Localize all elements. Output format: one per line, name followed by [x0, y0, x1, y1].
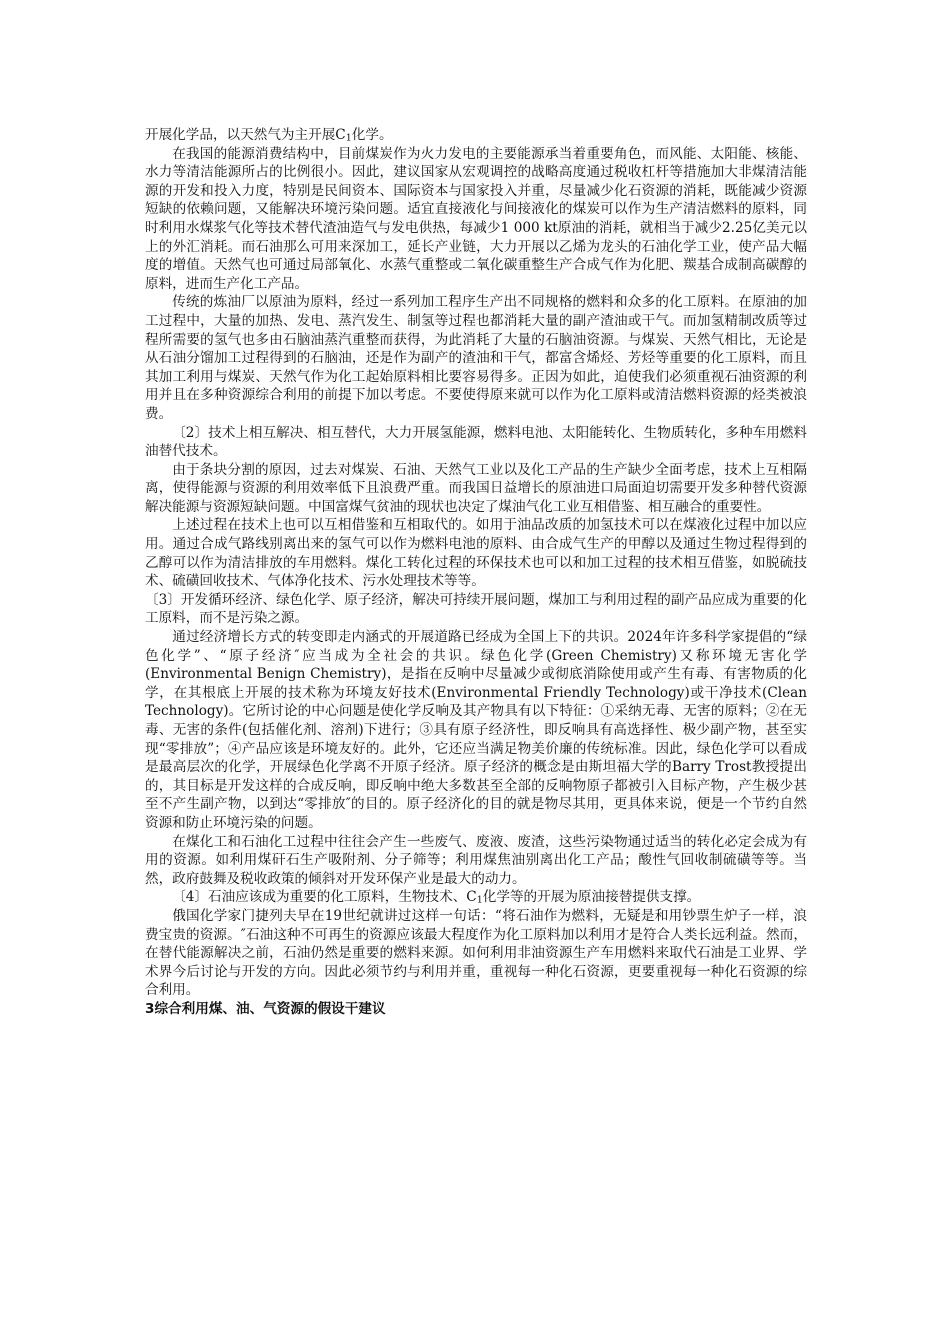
section-heading: 3综合利用煤、油、气资源的假设干建议 [145, 1000, 386, 1017]
paragraph-7: 通过经济增长方式的转变即走内涵式的开展道路已经成为全国上下的共识。2024年许多科学家提倡的“绿色化学”、“原子经济″应当成为全社会的共识。绿色化学(Green Chemistry)又称环境无害化学(Environmental Benign Chemistry)，是指在反响中尽量减少或彻底消除使用或产生有毒、有害物质的化学，在其根底上开展的技术称为环境友好技术(Environmental Friendly Technology)或干净技术(Clean Technology)。它所讨论的中心问题是使化学反响及其产物具有以下特征：①采纳无毒、无害的原料；②在无毒、无害的条件(包括催化剂、溶剂)下进行；③具有原子经济性，即反响具有高选择性、极少副产物，甚至实现“零排放”；④产品应该是环境友好的。此外，它还应当满足物美价廉的传统标准。因此，绿色化学可以看成是最高层次的化学，开展绿色化学离不开原子经济。原子经济的概念是由斯坦福大学的Barry Trost教授提出的，其目标是开发这样的合成反响，即反响中绝大多数甚至全部的反响物原子都被引入目标产物，产生极少甚至不产生副产物，以到达“零排放″的目的。原子经济化的目的就是物尽其用，更具体来说，便是一个节约自然资源和防止环境污染的问题。 [145, 629, 807, 831]
document-page [145, 126, 807, 1019]
paragraph-5: 上述过程在技术上也可以互相借鉴和互相取代的。如用于油品改质的加氢技术可以在煤液化过程中加以应用。通过合成气路线别离出来的氢气可以作为燃料电池的原料、由合成气生产的甲醇以及通过生物过程得到的乙醇可以作为清洁排放的车用燃料。煤化工转化过程的环保技术也可以和加工过程的技术相互借鉴，如脱硫技术、硫磺回收技术、气体净化技术、污水处理技术等等。 [145, 517, 807, 590]
paragraph-8: 在煤化工和石油化工过程中往往会产生一些废气、废液、废渣，这些污染物通过适当的转化必定会成为有用的资源。如利用煤矸石生产吸附剂、分子筛等；利用煤焦油别离出化工产品；酸性气回收制硫磺等等。当然，政府鼓舞及税收政策的倾斜对开发环保产业是最大的动力。 [145, 833, 807, 887]
paragraph-9: 〔4〕石油应该成为重要的化工原料，生物技术、$C_1$化学等的开展为原油接替提供支撑。 [172, 889, 701, 906]
paragraph-3: 〔2〕技术上相互解决、相互替代，大力开展氢能源，燃料电池、太阳能转化、生物质转化，多种车用燃料油替代技术。 [145, 424, 807, 460]
paragraph-4: 由于条块分割的原因，过去对煤炭、石油、天然气工业以及化工产品的生产缺少全面考虑，技术上互相隔离，使得能源与资源的利用效率低下且浪费严重。而我国日益增长的原油进口局面迫切需要开发多种替代资源解决能源与资源短缺问题。中国富煤气贫油的现状也决定了煤油气化工业互相借鉴、相互融合的重要性。 [145, 461, 807, 515]
paragraph-10: 俄国化学家门捷列夫早在19世纪就讲过这样一句话：“将石油作为燃料，无疑是和用钞票生炉子一样，浪费宝贵的资源。″石油这种不可再生的资源应该最大程度作为化工原料加以利用才是符合人类长远利益。然而，在替代能源解决之前，石油仍然是重要的燃料来源。如何利用非油资源生产车用燃料来取代石油是工业界、学术界今后讨论与开发的方向。因此必须节约与利用并重，重视每一种化石资源，更要重视每一种化石资源的综合利用。 [145, 907, 807, 999]
paragraph-2: 传统的炼油厂以原油为原料，经过一系列加工程序生产出不同规格的燃料和众多的化工原料。在原油的加工过程中，大量的加热、发电、蒸汽发生、制氢等过程也都消耗大量的副产渣油或干气。而加氢精制改质等过程所需要的氢气也多由石脑油蒸汽重整而获得，为此消耗了大量的石脑油资源。与煤炭、天然气相比，无论是从石油分馏加工过程得到的石脑油，还是作为副产的渣油和干气，都富含烯烃、芳烃等重要的化工原料，而且其加工利用与煤炭、天然气作为化工起始原料相比要容易得多。正因为如此，迫使我们必须重视石油资源的利用并且在多种资源综合利用的前提下加以考虑。不要使得原来就可以作为化工原料或清洁燃料资源的烃类被浪费。 [145, 294, 807, 422]
paragraph-6: 〔3〕开发循环经济、绿色化学、原子经济，解决可持续开展问题，煤加工与利用过程的副产品应成为重要的化工原料，而不是污染之源。 [145, 591, 807, 627]
paragraph-0: 开展化学品，以天然气为主开展$C_1$化学。 [145, 127, 393, 144]
paragraph-1: 在我国的能源消费结构中，目前煤炭作为火力发电的主要能源承当着重要角色，而风能、太阳能、核能、水力等清洁能源所占的比例很小。因此，建议国家从宏观调控的战略高度通过税收杠杆等措施加大非煤清洁能源的开发和投入力度，特别是民间资本、国际资本与国家投入并重，尽量减少化石资源的消耗，既能减少资源短缺的依赖问题，又能解决环境污染问题。适宜直接液化与间接液化的煤炭可以作为生产清洁燃料的原料，同时利用水煤浆气化等技术替代渣油造气与发电供热，每减少1 000 kt原油的消耗，就相当于减少2.25亿美元以上的外汇消耗。而石油那么可用来深加工，延长产业链，大力开展以乙烯为龙头的石油化学工业，使产品大幅度的增值。天然气也可通过局部氧化、水蒸气重整或二氧化碳重整生产合成气作为化肥、羰基合成制高碳醇的原料，进而生产化工产品。 [145, 145, 807, 292]
